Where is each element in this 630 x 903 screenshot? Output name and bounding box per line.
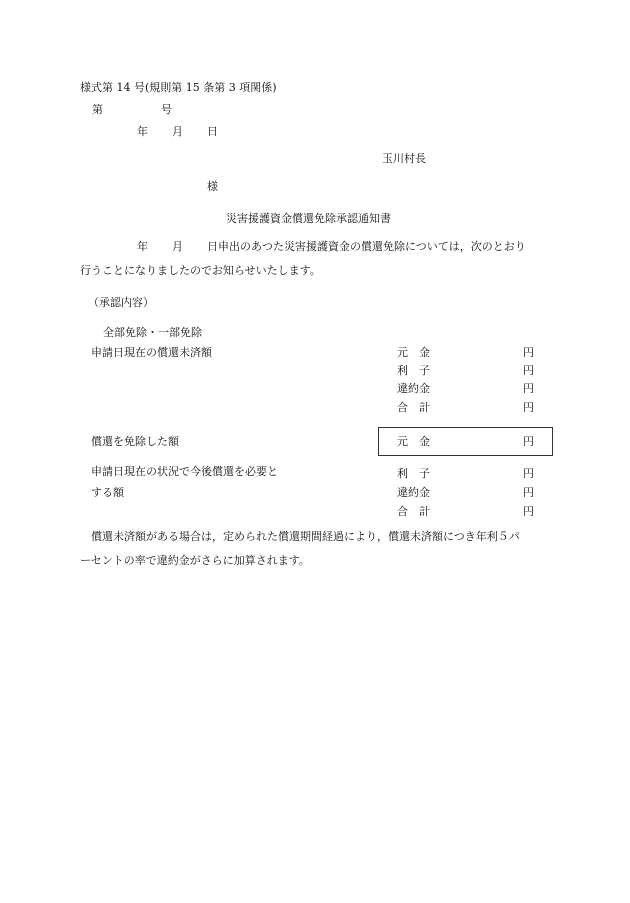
section-heading: （承認内容） <box>88 296 154 309</box>
outstanding-total-label: 合 計 <box>397 401 430 414</box>
outstanding-label: 申請日現在の償還未済額 <box>91 346 212 359</box>
remaining-interest-unit: 円 <box>523 467 534 480</box>
body-line-1: 日申出のあつた災害援護資金の償還免除については，次のとおり <box>207 240 526 253</box>
date-day-label: 日 <box>207 125 218 138</box>
body-month-label: 月 <box>172 240 183 253</box>
remaining-label-line-2: する額 <box>91 486 124 499</box>
body-line-2: 行うことになりましたのでお知らせいたします。 <box>80 264 321 277</box>
doc-number-prefix: 第 <box>92 103 103 116</box>
document-title: 災害援護資金償還免除承認通知書 <box>226 212 391 225</box>
remaining-penalty-label: 違約金 <box>397 486 430 499</box>
remaining-total-label: 合 計 <box>397 505 430 518</box>
note-line-2: ーセントの率で違約金がさらに加算されます。 <box>80 554 310 567</box>
exemption-type: 全部免除・一部免除 <box>103 326 202 339</box>
recipient-honorific: 様 <box>207 180 218 193</box>
exempted-principal-label: 元 金 <box>397 435 430 448</box>
remaining-penalty-unit: 円 <box>523 486 534 499</box>
note-line-1: 償還未済額がある場合は，定められた償還期間経過により，償還未済額につき年利５パ <box>91 530 520 543</box>
outstanding-penalty-unit: 円 <box>523 382 534 395</box>
remaining-total-unit: 円 <box>523 505 534 518</box>
doc-number-suffix: 号 <box>161 103 172 116</box>
exempted-label: 償還を免除した額 <box>91 435 179 448</box>
date-month-label: 月 <box>172 125 183 138</box>
outstanding-principal-label: 元 金 <box>397 346 430 359</box>
remaining-interest-label: 利 子 <box>397 467 430 480</box>
outstanding-interest-unit: 円 <box>523 364 534 377</box>
outstanding-principal-unit: 円 <box>523 346 534 359</box>
outstanding-total-unit: 円 <box>523 401 534 414</box>
date-year-label: 年 <box>137 125 148 138</box>
outstanding-penalty-label: 違約金 <box>397 382 430 395</box>
sender-name: 玉川村長 <box>382 152 426 165</box>
remaining-label-line-1: 申請日現在の状況で今後償還を必要と <box>91 465 278 478</box>
body-year-label: 年 <box>137 240 148 253</box>
outstanding-interest-label: 利 子 <box>397 364 430 377</box>
exempted-principal-unit: 円 <box>523 435 534 448</box>
form-number: 様式第 14 号(規則第 15 条第 3 項関係) <box>80 81 277 94</box>
